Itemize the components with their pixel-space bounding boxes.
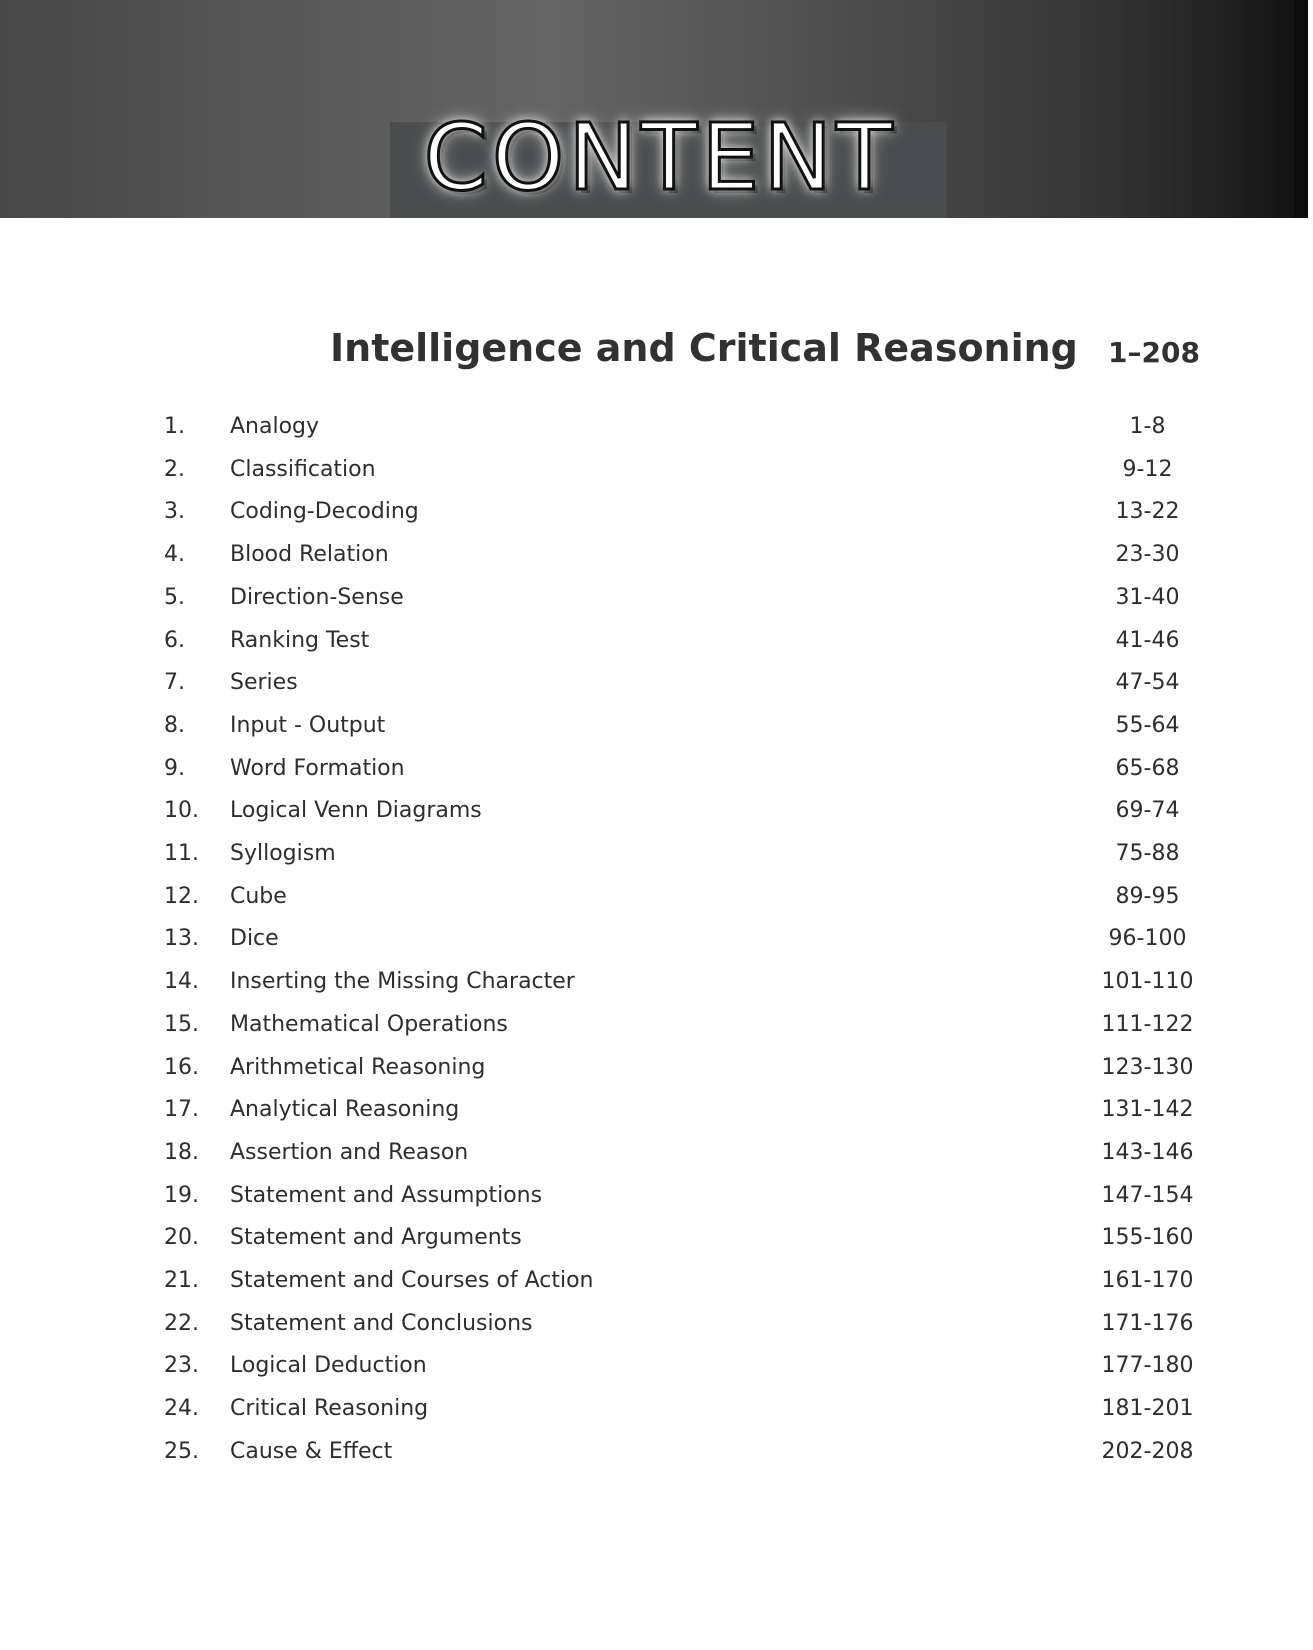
entry-number: 23. <box>164 1353 199 1379</box>
entry-number: 24. <box>164 1396 199 1422</box>
toc-entry[interactable] <box>0 841 1313 881</box>
entry-pages: 161-170 <box>1101 1268 1194 1293</box>
toc-entry[interactable] <box>0 1097 1313 1137</box>
entry-title: Mathematical Operations <box>230 1011 508 1037</box>
toc-entry[interactable] <box>0 457 1313 497</box>
entry-number: 19. <box>164 1182 199 1208</box>
entry-number: 5. <box>164 584 185 610</box>
entry-title: Word Formation <box>230 755 405 781</box>
entry-pages: 181-201 <box>1101 1396 1194 1422</box>
entry-title: Series <box>230 670 298 696</box>
entry-title: Dice <box>230 926 279 952</box>
entry-pages: 143-146 <box>1101 1139 1194 1165</box>
entry-pages: 131-142 <box>1101 1097 1194 1123</box>
page-title: CONTENT <box>423 104 897 211</box>
entry-pages: 171-176 <box>1101 1310 1194 1336</box>
toc-entry[interactable] <box>0 499 1313 539</box>
toc-entry[interactable] <box>0 1012 1313 1052</box>
toc-entry[interactable] <box>0 414 1313 454</box>
entry-number: 21. <box>164 1268 199 1293</box>
toc-entry[interactable] <box>0 1055 1313 1095</box>
toc-entry[interactable] <box>0 542 1313 582</box>
entry-title: Input - Output <box>230 712 386 738</box>
entry-pages: 177-180 <box>1101 1353 1194 1379</box>
entry-number: 2. <box>164 456 185 482</box>
entry-title: Classification <box>230 456 376 482</box>
entry-title: Analogy <box>230 414 320 439</box>
section-pages: 1–208 <box>1108 336 1200 369</box>
entry-title: Critical Reasoning <box>230 1396 429 1422</box>
entry-pages: 111-122 <box>1101 1011 1194 1037</box>
toc-entry[interactable] <box>0 756 1313 796</box>
entry-pages: 1-8 <box>1129 414 1166 439</box>
entry-number: 9. <box>164 755 185 781</box>
toc-entry[interactable] <box>0 713 1313 753</box>
entry-number: 16. <box>164 1054 199 1080</box>
entry-pages: 55-64 <box>1115 712 1180 738</box>
entry-pages: 96-100 <box>1108 926 1187 952</box>
entry-pages: 147-154 <box>1101 1182 1194 1208</box>
entry-title: Statement and Arguments <box>230 1225 522 1251</box>
toc-entry[interactable] <box>0 1439 1313 1479</box>
entry-number: 4. <box>164 542 185 568</box>
toc-entry[interactable] <box>0 1353 1313 1393</box>
entry-pages: 65-68 <box>1115 755 1180 781</box>
entry-number: 20. <box>164 1225 199 1251</box>
entry-pages: 13-22 <box>1115 499 1180 525</box>
entry-number: 13. <box>164 926 199 952</box>
toc-entry[interactable] <box>0 926 1313 966</box>
entry-number: 15. <box>164 1011 199 1037</box>
entry-number: 10. <box>164 798 199 824</box>
entry-title: Direction-Sense <box>230 584 404 610</box>
entry-number: 22. <box>164 1310 199 1336</box>
entry-title: Coding-Decoding <box>230 499 419 525</box>
entry-number: 12. <box>164 883 199 909</box>
entry-number: 7. <box>164 670 185 696</box>
section-title: Intelligence and Critical Reasoning <box>330 326 1078 370</box>
entry-number: 3. <box>164 499 185 525</box>
toc-entry[interactable] <box>0 585 1313 625</box>
toc-entry[interactable] <box>0 1183 1313 1223</box>
entry-title: Statement and Assumptions <box>230 1182 543 1208</box>
entry-pages: 47-54 <box>1115 670 1180 696</box>
entry-pages: 41-46 <box>1115 627 1180 653</box>
header-banner <box>0 0 1308 218</box>
entry-title: Arithmetical Reasoning <box>230 1054 486 1080</box>
entry-number: 1. <box>164 414 185 439</box>
entry-pages: 69-74 <box>1115 798 1180 824</box>
toc-entry[interactable] <box>0 628 1313 668</box>
entry-title: Logical Deduction <box>230 1353 427 1379</box>
toc-entry[interactable] <box>0 884 1313 924</box>
toc-entry[interactable] <box>0 1311 1313 1351</box>
entry-number: 8. <box>164 712 185 738</box>
entry-title: Cause & Effect <box>230 1438 393 1464</box>
entry-title: Logical Venn Diagrams <box>230 798 482 824</box>
entry-title: Inserting the Missing Character <box>230 969 575 995</box>
entry-number: 17. <box>164 1097 199 1123</box>
entry-title: Analytical Reasoning <box>230 1097 460 1123</box>
toc-entry[interactable] <box>0 1396 1313 1436</box>
entry-title: Statement and Courses of Action <box>230 1268 594 1293</box>
entry-title: Cube <box>230 883 287 909</box>
entry-title: Blood Relation <box>230 542 389 568</box>
toc-entry[interactable] <box>0 1268 1313 1308</box>
entry-pages: 155-160 <box>1101 1225 1194 1251</box>
toc-entry[interactable] <box>0 798 1313 838</box>
toc-entry[interactable] <box>0 1140 1313 1180</box>
entry-number: 18. <box>164 1139 199 1165</box>
toc-entry[interactable] <box>0 969 1313 1009</box>
entry-title: Ranking Test <box>230 627 370 653</box>
entry-title: Assertion and Reason <box>230 1139 469 1165</box>
toc-entry[interactable] <box>0 1225 1313 1265</box>
entry-title: Statement and Conclusions <box>230 1310 533 1336</box>
entry-pages: 31-40 <box>1115 584 1180 610</box>
entry-pages: 202-208 <box>1101 1438 1194 1464</box>
entry-number: 14. <box>164 969 199 995</box>
entry-pages: 101-110 <box>1101 969 1194 995</box>
entry-number: 6. <box>164 627 185 653</box>
entry-title: Syllogism <box>230 841 336 866</box>
entry-pages: 9-12 <box>1122 456 1173 482</box>
toc-entry[interactable] <box>0 670 1313 710</box>
entry-pages: 123-130 <box>1101 1054 1194 1080</box>
entry-pages: 75-88 <box>1115 841 1180 866</box>
edge-stripe <box>1294 0 1308 218</box>
entry-number: 25. <box>164 1438 199 1464</box>
entry-pages: 23-30 <box>1115 542 1180 568</box>
entry-pages: 89-95 <box>1115 883 1180 909</box>
entry-number: 11. <box>164 841 199 866</box>
